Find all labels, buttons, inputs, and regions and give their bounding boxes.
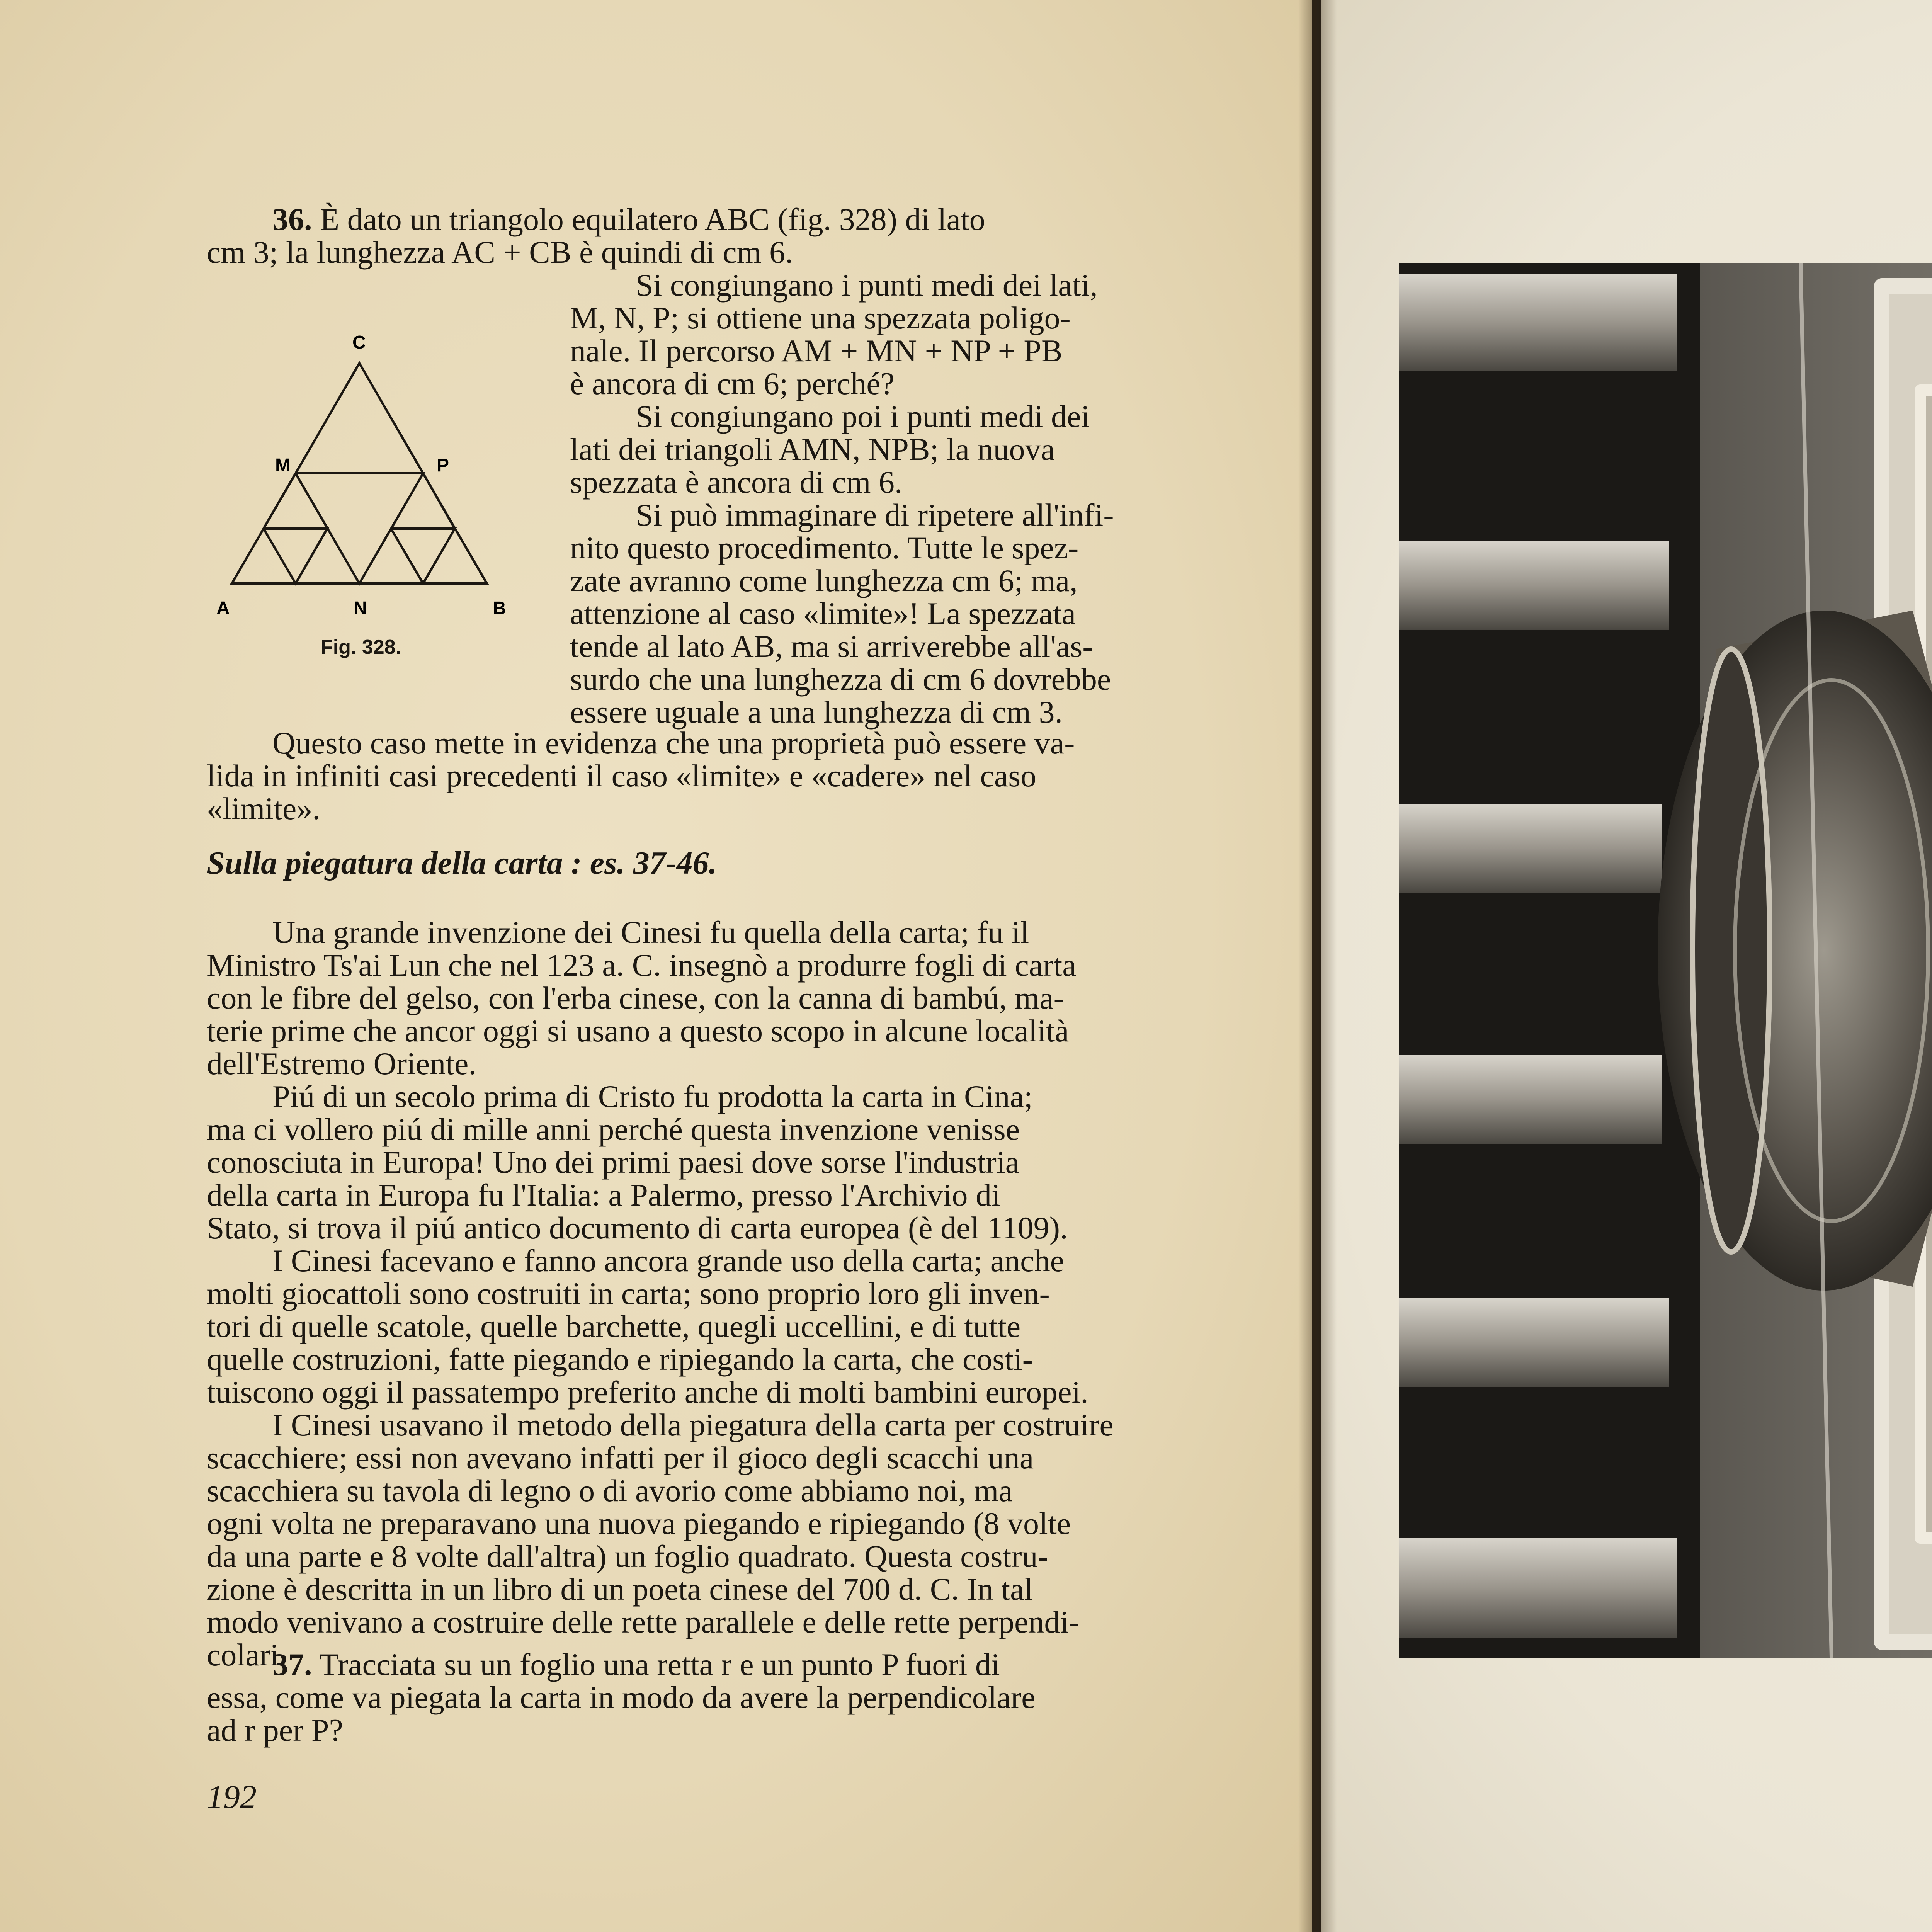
- text-line: molti giocattoli sono costruiti in carta; sono proprio loro gli inven-: [207, 1276, 1050, 1311]
- text-line: Una grande invenzione dei Cinesi fu quella della carta; fu il: [272, 915, 1029, 950]
- text-line: Si congiungano i punti medi dei lati,: [636, 267, 1098, 303]
- figure-328-triangle: [209, 317, 556, 634]
- text-line: I Cinesi facevano e fanno ancora grande uso della carta; anche: [272, 1243, 1064, 1278]
- text-line: È dato un triangolo equilatero ABC (fig. 328) di lato: [320, 202, 985, 237]
- text-line: «limite».: [207, 791, 320, 826]
- exercise-36-column: [570, 269, 1184, 728]
- text-line: essa, come va piegata la carta in modo da avere la perpendicolare: [207, 1680, 1036, 1715]
- text-line: essere uguale a una lunghezza di cm 3.: [570, 694, 1063, 730]
- text-line: Questo caso mette in evidenza che una proprietà può essere va-: [272, 725, 1075, 760]
- text-line: zione è descritta in un libro di un poeta cinese del 700 d. C. In tal: [207, 1571, 1033, 1607]
- text-line: zate avranno come lunghezza cm 6; ma,: [570, 563, 1078, 598]
- body-text: [207, 916, 1184, 1671]
- midpoint-label-n: N: [354, 598, 367, 619]
- photo-venice-wellhead: [1399, 263, 1932, 1658]
- text-line: conosciuta in Europa! Uno dei primi paesi dove sorse l'industria: [207, 1145, 1020, 1180]
- text-line: cm 3; la lunghezza AC + CB è quindi di cm 6.: [207, 235, 793, 270]
- exercise-36-intro: [207, 203, 1184, 269]
- text-line: della carta in Europa fu l'Italia: a Palermo, presso l'Archivio di: [207, 1177, 1000, 1213]
- text-line: Stato, si trova il piú antico documento di carta europea (è del 1109).: [207, 1210, 1068, 1245]
- text-line: Tracciata su un foglio una retta r e un punto P fuori di: [319, 1647, 1000, 1682]
- text-line: nale. Il percorso AM + MN + NP + PB: [570, 333, 1063, 368]
- text-line: nito questo procedimento. Tutte le spez-: [570, 530, 1079, 565]
- text-line: ad r per P?: [207, 1713, 343, 1748]
- midpoint-label-m: M: [275, 455, 291, 476]
- vertex-label-a: A: [216, 598, 230, 619]
- page-number: 192: [207, 1778, 257, 1815]
- text-line: terie prime che ancor oggi si usano a questo scopo in alcune località: [207, 1013, 1069, 1048]
- text-line: colari.: [207, 1637, 287, 1672]
- exercise-37-number: 37.: [272, 1647, 312, 1682]
- book-gutter: [1298, 0, 1337, 1932]
- text-line: ogni volta ne preparavano una nuova piegando e ripiegando (8 volte: [207, 1506, 1071, 1541]
- exercise-37: [207, 1648, 1184, 1747]
- text-line: ma ci vollero piú di mille anni perché questa invenzione venisse: [207, 1112, 1020, 1147]
- text-line: Si può immaginare di ripetere all'infi-: [636, 497, 1114, 532]
- section-heading: Sulla piegatura della carta : es. 37-46.: [207, 845, 717, 881]
- text-line: Si congiungano poi i punti medi dei: [636, 399, 1090, 434]
- vertex-label-c: C: [352, 332, 366, 353]
- vertex-label-b: B: [493, 598, 506, 619]
- text-line: tori di quelle scatole, quelle barchette, quegli uccellini, e di tutte: [207, 1309, 1021, 1344]
- text-line: Piú di un secolo prima di Cristo fu prodotta la carta in Cina;: [272, 1079, 1033, 1114]
- text-line: modo venivano a costruire delle rette parallele e delle rette perpendi-: [207, 1604, 1080, 1639]
- colonnade: [1399, 263, 1700, 1658]
- text-line: tende al lato AB, ma si arriverebbe all'as-: [570, 629, 1093, 664]
- figure-caption: Fig. 328.: [321, 636, 401, 658]
- text-line: I Cinesi usavano il metodo della piegatura della carta per costruire: [272, 1407, 1114, 1442]
- text-line: M, N, P; si ottiene una spezzata poligo-: [570, 300, 1071, 335]
- text-line: da una parte e 8 volte dall'altra) un foglio quadrato. Questa costru-: [207, 1539, 1048, 1574]
- text-line: Ministro Ts'ai Lun che nel 123 a. C. insegnò a produrre fogli di carta: [207, 947, 1077, 983]
- midpoint-label-p: P: [437, 455, 449, 476]
- text-line: tuiscono oggi il passatempo preferito anche di molti bambini europei.: [207, 1374, 1088, 1410]
- text-line: con le fibre del gelso, con l'erba cinese, con la canna di bambú, ma-: [207, 980, 1064, 1015]
- exercise-36-number: 36.: [272, 202, 312, 237]
- text-line: è ancora di cm 6; perché?: [570, 366, 895, 401]
- text-line: lati dei triangoli AMN, NPB; la nuova: [570, 432, 1055, 467]
- text-line: quelle costruzioni, fatte piegando e ripiegando la carta, che costi-: [207, 1342, 1033, 1377]
- text-line: dell'Estremo Oriente.: [207, 1046, 476, 1081]
- text-line: scacchiera su tavola di legno o di avorio come abbiamo noi, ma: [207, 1473, 1013, 1508]
- text-line: surdo che una lunghezza di cm 6 dovrebbe: [570, 662, 1111, 697]
- text-line: lida in infiniti casi precedenti il caso «limite» e «cadere» nel caso: [207, 758, 1037, 793]
- text-line: scacchiere; essi non avevano infatti per il gioco degli scacchi una: [207, 1440, 1034, 1475]
- text-line: attenzione al caso «limite»! La spezzata: [570, 596, 1076, 631]
- exercise-36-closing: [207, 726, 1184, 825]
- text-line: spezzata è ancora di cm 6.: [570, 464, 903, 500]
